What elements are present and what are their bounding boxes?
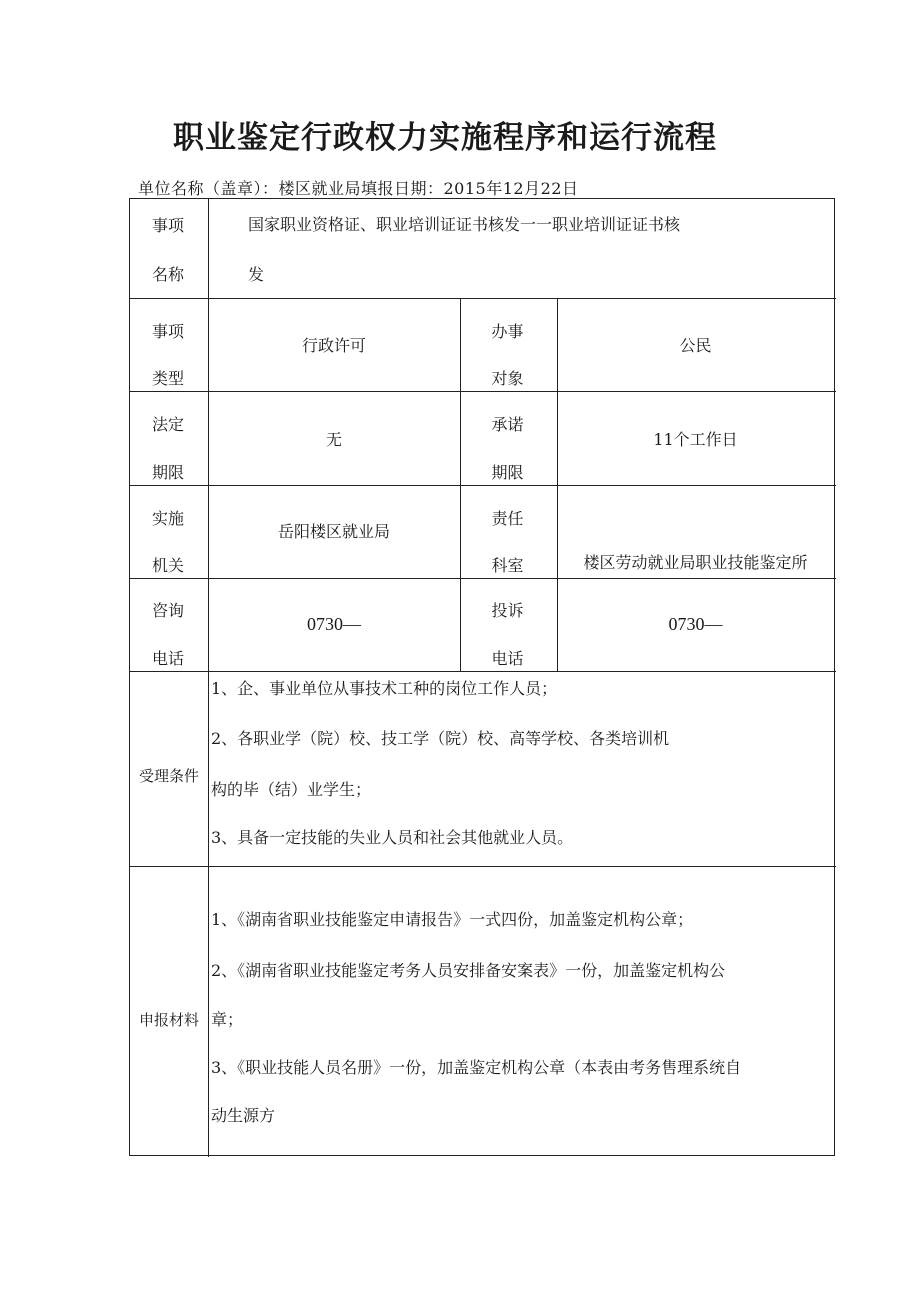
page-title: 职业鉴定行政权力实施程序和运行流程 <box>173 120 717 156</box>
material-item: 章； <box>211 1010 244 1029</box>
target-label: 办事 <box>491 322 524 341</box>
target-value: 公民 <box>679 336 712 355</box>
item-name-value: 国家职业资格证、职业培训证证书核发一一职业培训证证书核 <box>248 215 681 234</box>
department-value: 楼区劳动就业局职业技能鉴定所 <box>583 553 808 572</box>
conditions-label: 受理条件 <box>138 767 199 785</box>
agency-label: 机关 <box>151 556 184 575</box>
complaint-phone-value: 0730— <box>668 614 723 634</box>
condition-item: 1、企、事业单位从事技术工种的岗位工作人员； <box>211 679 558 698</box>
promised-period-label: 承诺 <box>491 415 524 434</box>
material-item: 3、《职业技能人员名册》一份，加盖鉴定机构公章（本表由考务售理系统自 <box>211 1058 742 1077</box>
inquiry-phone-value: 0730— <box>307 614 361 634</box>
complaint-phone-label: 投诉 <box>491 601 524 620</box>
item-name-label: 名称 <box>151 265 184 284</box>
item-type-value: 行政许可 <box>301 336 366 355</box>
row-divider <box>130 485 836 486</box>
form-header-info: 单位名称（盖章）：楼区就业局填报日期：2015年12月22日 <box>138 179 579 198</box>
material-item: 1、《湖南省职业技能鉴定申请报告》一式四份，加盖鉴定机构公章； <box>211 910 694 929</box>
condition-item: 构的毕（结）业学生； <box>211 780 372 799</box>
row-divider <box>130 578 836 579</box>
agency-value: 岳阳楼区就业局 <box>277 522 390 541</box>
complaint-phone-label: 电话 <box>491 649 524 668</box>
condition-item: 3、具备一定技能的失业人员和社会其他就业人员。 <box>211 828 574 847</box>
item-name-value: 发 <box>248 265 265 284</box>
legal-period-label: 期限 <box>151 463 184 482</box>
promised-period-label: 期限 <box>491 463 524 482</box>
item-name-label: 事项 <box>151 216 184 235</box>
materials-label: 申报材料 <box>138 1011 199 1029</box>
department-label: 责任 <box>491 509 524 528</box>
legal-period-label: 法定 <box>151 415 184 434</box>
inquiry-phone-label: 咨询 <box>151 601 184 620</box>
department-label: 科室 <box>491 556 524 575</box>
item-type-label: 事项 <box>151 322 184 341</box>
promised-period-value: 11个工作日 <box>653 430 738 449</box>
row-divider <box>130 866 836 867</box>
agency-label: 实施 <box>151 509 184 528</box>
material-item: 动生源方 <box>211 1106 276 1125</box>
row-divider <box>130 391 836 392</box>
inquiry-phone-label: 电话 <box>151 649 184 668</box>
row-divider <box>130 671 836 672</box>
legal-period-value: 无 <box>325 430 342 449</box>
target-label: 对象 <box>491 369 524 388</box>
row-divider <box>130 298 836 299</box>
item-type-label: 类型 <box>151 369 184 388</box>
material-item: 2、《湖南省职业技能鉴定考务人员安排备安案表》一份，加盖鉴定机构公 <box>211 961 726 980</box>
condition-item: 2、各职业学（院）校、技工学（院）校、高等学校、各类培训机 <box>211 729 670 748</box>
